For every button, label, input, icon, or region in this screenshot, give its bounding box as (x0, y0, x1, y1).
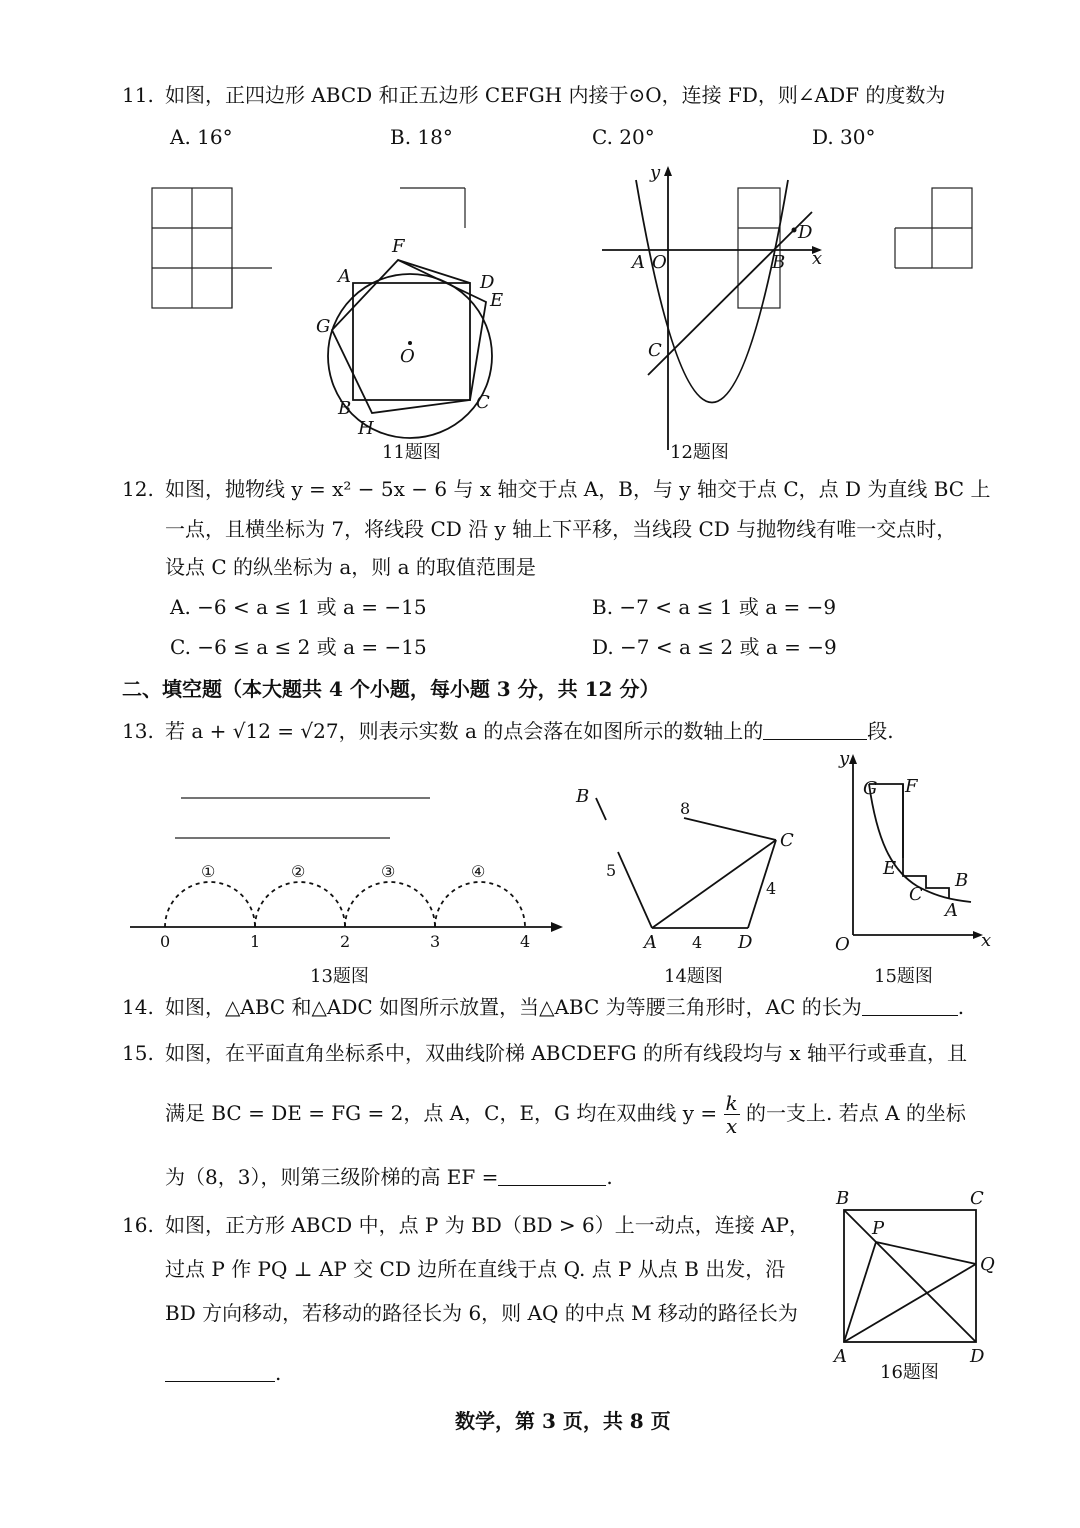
q15-line-2-after: 的一支上. 若点 A 的坐标 (746, 1101, 966, 1125)
q11-number: 11. (122, 83, 154, 107)
figure-12 (600, 160, 840, 450)
label-o: O (652, 252, 667, 273)
tick-label-4: 4 (520, 932, 531, 951)
label-b: B (576, 786, 590, 807)
q11-option-a: A. 16° (170, 125, 233, 149)
label-y: y (839, 748, 850, 769)
q15-number: 15. (122, 1041, 154, 1065)
label-x: x (981, 930, 992, 951)
label-b: B (338, 398, 352, 419)
q12-line-1: 如图，抛物线 y = x² − 5x − 6 与 x 轴交于点 A，B，与 y 轴交于点 C，点 D 为直线 BC 上 (165, 477, 991, 501)
label-f: F (392, 236, 405, 257)
figure-14 (570, 780, 800, 960)
q12-option-c: C. −6 ≤ a ≤ 2 或 a = −15 (170, 635, 427, 659)
q16-line-4-after: . (275, 1361, 282, 1385)
q13-number: 13. (122, 719, 154, 743)
segment-8 (684, 818, 776, 840)
segment-ac (652, 840, 776, 928)
q16-line-4 (165, 1360, 281, 1386)
q13-text (165, 718, 894, 744)
segment-label-3: ③ (381, 862, 396, 881)
label-g: G (863, 778, 878, 799)
label-d: D (738, 932, 753, 953)
label-4-right: 4 (766, 879, 777, 898)
caption-13: 13题图 (310, 966, 369, 987)
arc-1 (165, 882, 255, 927)
segment-label-4: ④ (471, 862, 486, 881)
q14-text-before: 如图，△ABC 和△ADC 如图所示放置，当△ABC 为等腰三角形时，AC 的长为 (165, 995, 862, 1019)
figure-11 (310, 236, 510, 440)
label-x: x (812, 248, 823, 269)
label-d: D (970, 1346, 985, 1367)
q12-option-d: D. −7 < a ≤ 2 或 a = −9 (592, 635, 837, 659)
center-o-dot (408, 341, 412, 345)
label-a: A (632, 252, 645, 273)
square-abcd (353, 283, 470, 400)
fraction-denominator: x (725, 1114, 738, 1138)
label-e: E (490, 290, 504, 311)
y-arrow (849, 754, 857, 764)
q13-text-after: 段. (867, 719, 894, 743)
q12-option-a: A. −6 < a ≤ 1 或 a = −15 (170, 595, 427, 619)
label-b: B (836, 1188, 850, 1209)
label-c: C (476, 392, 490, 413)
tick-label-2: 2 (340, 932, 351, 951)
q13-text-before: 若 a + √12 = √27，则表示实数 a 的点会落在如图所示的数轴上的 (165, 719, 764, 743)
label-a: A (644, 932, 657, 953)
q12-line-3: 设点 C 的纵坐标为 a，则 a 的取值范围是 (165, 555, 536, 579)
caption-11: 11题图 (382, 442, 441, 463)
arc-4 (435, 882, 525, 927)
tick-label-1: 1 (250, 932, 261, 951)
label-a: A (834, 1346, 847, 1367)
label-4-bottom: 4 (692, 933, 703, 952)
q14-number: 14. (122, 995, 154, 1019)
q12-number: 12. (122, 477, 154, 501)
q15-answer-blank[interactable] (498, 1165, 606, 1186)
segment-b (596, 798, 606, 820)
q16-line-1: 如图，正方形 ABCD 中，点 P 为 BD（BD > 6）上一动点，连接 AP， (165, 1213, 810, 1237)
q11-option-d: D. 30° (812, 125, 876, 149)
ghost-grid-left-lines (152, 188, 272, 308)
q12-line-2: 一点，且横坐标为 7，将线段 CD 沿 y 轴上下平移，当线段 CD 与抛物线有唯一交点时， (165, 517, 957, 541)
label-p: P (872, 1218, 885, 1239)
q15-line-1: 如图，在平面直角坐标系中，双曲线阶梯 ABCDEFG 的所有线段均与 x 轴平行或垂直，且 (165, 1041, 968, 1065)
q11-option-c: C. 20° (592, 125, 655, 149)
q15-line-2 (165, 1090, 966, 1137)
label-q: Q (980, 1254, 995, 1275)
label-a: A (945, 900, 958, 921)
tick-label-3: 3 (430, 932, 441, 951)
label-b: B (772, 252, 786, 273)
label-y: y (650, 162, 661, 183)
label-c: C (909, 884, 923, 905)
q15-line-2-before: 满足 BC = DE = FG = 2，点 A，C，E，G 均在双曲线 y = (165, 1101, 718, 1125)
segment-label-1: ① (201, 862, 216, 881)
label-f: F (905, 776, 918, 797)
figure-16 (830, 1186, 1000, 1386)
label-5: 5 (606, 861, 617, 880)
label-d: D (798, 222, 813, 243)
label-a: A (338, 266, 351, 287)
label-h: H (358, 418, 374, 439)
section-2-heading: 二、填空题（本大题共 4 个小题，每小题 3 分，共 12 分） (122, 677, 660, 701)
label-e: E (883, 858, 897, 879)
number-line-arrow (551, 922, 563, 932)
figure-13 (125, 780, 575, 970)
fraction-numerator: k (725, 1091, 738, 1115)
y-arrow (664, 166, 672, 176)
caption-12: 12题图 (670, 442, 729, 463)
segment-fd (398, 260, 470, 283)
q11-option-b: B. 18° (390, 125, 453, 149)
q14-text (165, 994, 964, 1020)
caption-15: 15题图 (874, 966, 933, 987)
segment-ap (844, 1242, 876, 1342)
label-g: G (316, 316, 331, 337)
caption-14: 14题图 (664, 966, 723, 987)
page-footer: 数学，第 3 页，共 8 页 (455, 1409, 671, 1433)
q13-answer-blank[interactable] (763, 719, 867, 740)
segment-ab-part (618, 852, 652, 928)
label-c: C (780, 830, 794, 851)
q15-line-3-after: . (606, 1165, 613, 1189)
q16-line-2: 过点 P 作 PQ ⊥ AP 交 CD 边所在直线于点 Q. 点 P 从点 B 出发，沿 (165, 1257, 786, 1281)
arc-2 (255, 882, 345, 927)
parabola (636, 180, 788, 403)
fraction-k-over-x (724, 1092, 740, 1137)
segment-pq (876, 1242, 976, 1264)
q16-answer-blank[interactable] (165, 1361, 275, 1382)
label-d: D (480, 272, 495, 293)
q12-option-b: B. −7 < a ≤ 1 或 a = −9 (592, 595, 837, 619)
label-8: 8 (680, 799, 691, 818)
label-c: C (648, 340, 662, 361)
label-b: B (955, 870, 969, 891)
line-bc (648, 212, 812, 375)
segment-label-2: ② (291, 862, 306, 881)
q16-number: 16. (122, 1213, 154, 1237)
label-o: O (835, 934, 850, 955)
ghost-grid-left (0, 0, 1080, 400)
ghost-grid-right-lines (895, 188, 972, 268)
q15-line-3-before: 为（8，3），则第三级阶梯的高 EF = (165, 1165, 499, 1189)
arc-3 (345, 882, 435, 927)
figure-15 (825, 748, 995, 955)
tick-label-0: 0 (160, 932, 171, 951)
point-d-dot (792, 228, 797, 233)
label-o: O (400, 346, 415, 367)
q11-text: 如图，正四边形 ABCD 和正五边形 CEFGH 内接于⊙O，连接 FD，则∠ADF 的度数为 (165, 83, 946, 107)
caption-16: 16题图 (880, 1362, 939, 1383)
label-c: C (970, 1188, 984, 1209)
q15-line-3 (165, 1164, 613, 1190)
q14-answer-blank[interactable] (862, 995, 958, 1016)
q16-line-3: BD 方向移动，若移动的路径长为 6，则 AQ 的中点 M 移动的路径长为 (165, 1301, 798, 1325)
q14-text-after: . (957, 995, 965, 1019)
